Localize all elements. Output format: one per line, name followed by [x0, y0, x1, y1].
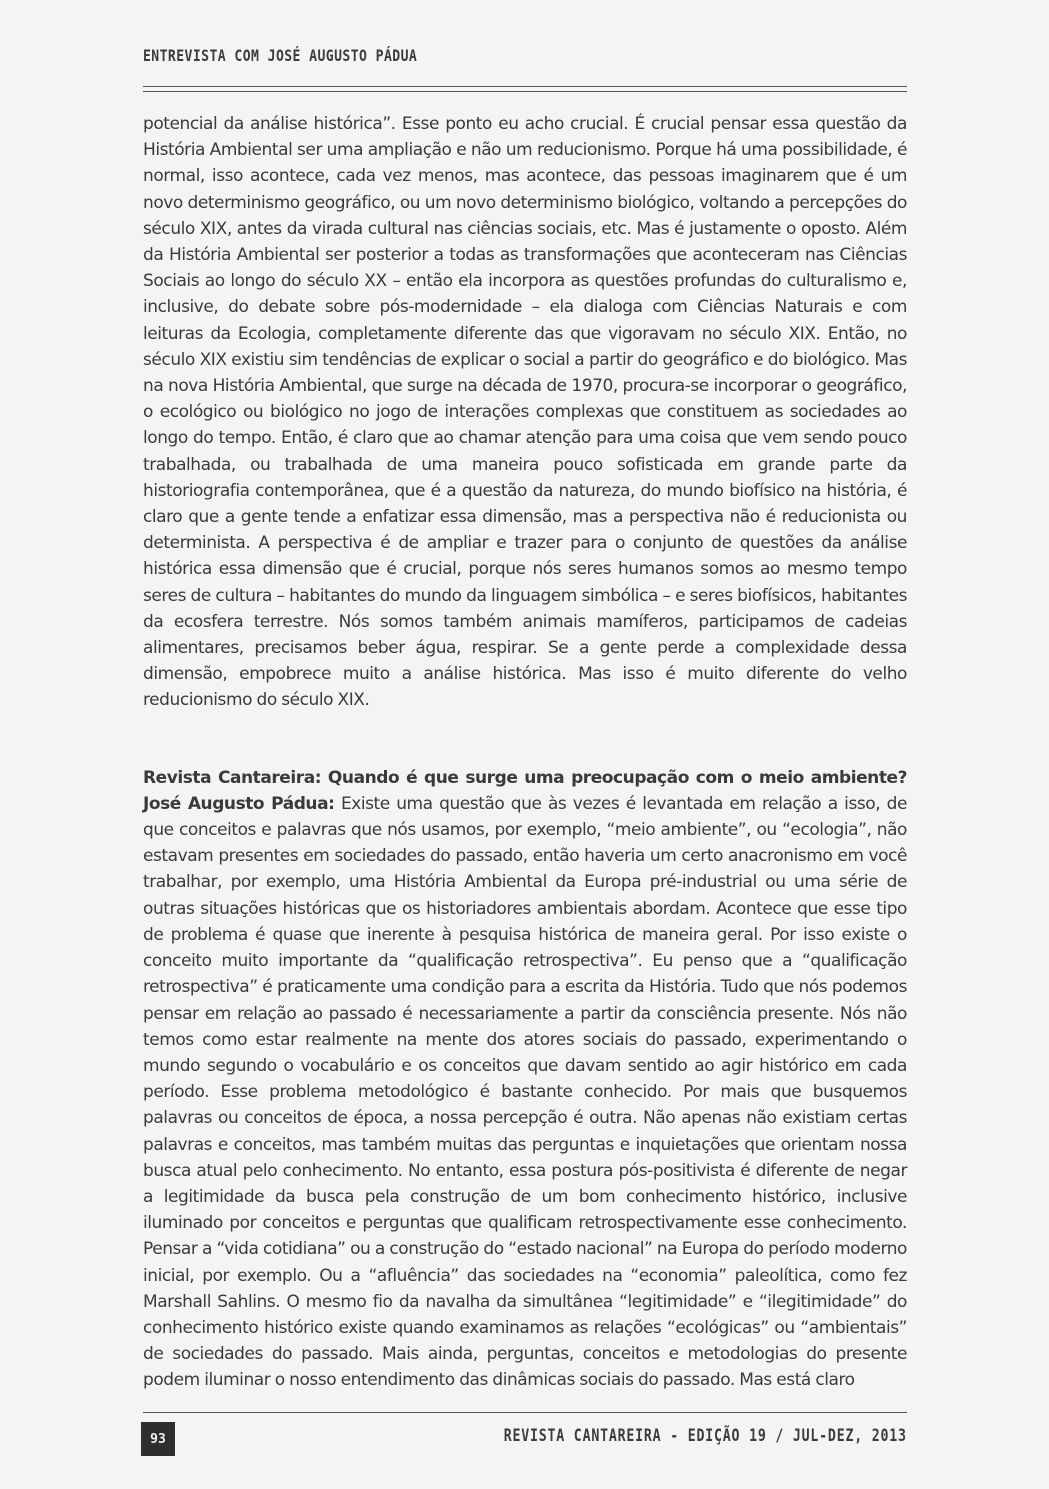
header-rule-top: [143, 86, 907, 87]
page-number: 93: [141, 1422, 175, 1456]
running-header: ENTREVISTA COM JOSÉ AUGUSTO PÁDUA: [143, 46, 418, 65]
answer-text: Existe uma questão que às vezes é levantada em relação a isso, de que conceitos e palavras que nós usamos, por exemplo, “meio ambiente”, ou “ecologia”, não estavam presentes em sociedades do passado, então haveria um certo anacronismo em você trabalhar, por exemplo, uma História Ambiental da Europa pré-industrial ou uma série de outras situações históricas que os historiadores ambientais abordam. Acontece que esse tipo de problema é quase que inerente à pesquisa histórica de maneira geral. Por isso existe o conceito muito importante da “qualificação retrospectiva”. Eu penso que a “qualificação retrospectiva” é praticamente uma condição para a escrita da História. Tudo que nós podemos pensar em relação ao passado é necessariamente a partir da consciência presente. Nós não temos como estar realmente na mente dos atores sociais do passado, experimentando o mundo segundo o vocabulário e os conceitos que davam sentido ao agir histórico em cada período. Esse problema metodológico é bastante conhecido. Por mais que busquemos palavras ou conceitos de época, a nossa percepção é outra. Não apenas não existiam certas palavras e conceitos, mas também muitas das perguntas e inquietações que orientam nossa busca atual pelo conhecimento. No entanto, essa postura pós-positivista é diferente de negar a legitimidade da busca pela construção de um bom conhecimento histórico, inclusive iluminado por conceitos e perguntas que qualificam retrospectivamente esse conhecimento. Pensar a “vida cotidiana” ou a construção do “estado nacional” na Europa do período moderno inicial, por exemplo. Ou a “afluência” das sociedades na “economia” paleolítica, como fez Marshall Sahlins. O mesmo fio da navalha da simultânea “legitimidade” e “ilegitimidade” do conhecimento histórico existe quando examinamos as relações “ecológicas” ou “ambientais” de sociedades do passado. Mais ainda, perguntas, conceitos e metodologias do presente podem iluminar o nosso entendimento das dinâmicas sociais do passado. Mas está claro: [143, 793, 907, 1391]
header-rule-bottom: [143, 91, 907, 92]
article-body: [143, 111, 907, 1394]
publication-footer: REVISTA CANTAREIRA - EDIÇÃO 19 / JUL-DEZ, 2013: [503, 1426, 907, 1446]
interview-exchange: [143, 765, 907, 1394]
interview-question: Revista Cantareira: Quando é que surge uma preocupação com o meio ambiente?: [143, 767, 907, 788]
footer-rule: [143, 1412, 907, 1413]
answer-speaker: José Augusto Pádua:: [143, 793, 335, 814]
body-paragraph: potencial da análise histórica”. Esse ponto eu acho crucial. É crucial pensar essa questão da História Ambiental ser uma ampliação e não um reducionismo. Porque há uma possibilidade, é normal, isso acontece, cada vez menos, mas acontece, das pessoas imaginarem que é um novo determinismo geográfico, ou um novo determinismo biológico, voltando a percepções do século XIX, antes da virada cultural nas ciências sociais, etc. Mas é justamente o oposto. Além da História Ambiental ser posterior a todas as transformações que aconteceram nas Ciências Sociais ao longo do século XX – então ela incorpora as questões profundas do culturalismo e, inclusive, do debate sobre pós-modernidade – ela dialoga com Ciências Naturais e com leituras da Ecologia, completamente diferente das que vigoravam no século XIX. Então, no século XIX existiu sim tendências de explicar o social a partir do geográfico e do biológico. Mas na nova História Ambiental, que surge na década de 1970, procura-se incorporar o geográfico, o ecológico ou biológico no jogo de interações complexas que constituem as sociedades ao longo do tempo. Então, é claro que ao chamar atenção para uma coisa que vem sendo pouco trabalhada, ou trabalhada de uma maneira pouco sofisticada em grande parte da historiografia contemporânea, que é a questão da natureza, do mundo biofísico na história, é claro que a gente tende a enfatizar essa dimensão, mas a perspectiva não é reducionista ou determinista. A perspectiva é de ampliar e trazer para o conjunto de questões da análise histórica essa dimensão que é crucial, porque nós seres humanos somos ao mesmo tempo seres de cultura – habitantes do mundo da linguagem simbólica – e seres biofísicos, habitantes da ecosfera terrestre. Nós somos também animais mamíferos, participamos de cadeias alimentares, precisamos beber água, respirar. Se a gente perde a complexidade dessa dimensão, empobrece muito a análise histórica. Mas isso é muito diferente do velho reducionismo do século XIX.: [143, 114, 907, 711]
